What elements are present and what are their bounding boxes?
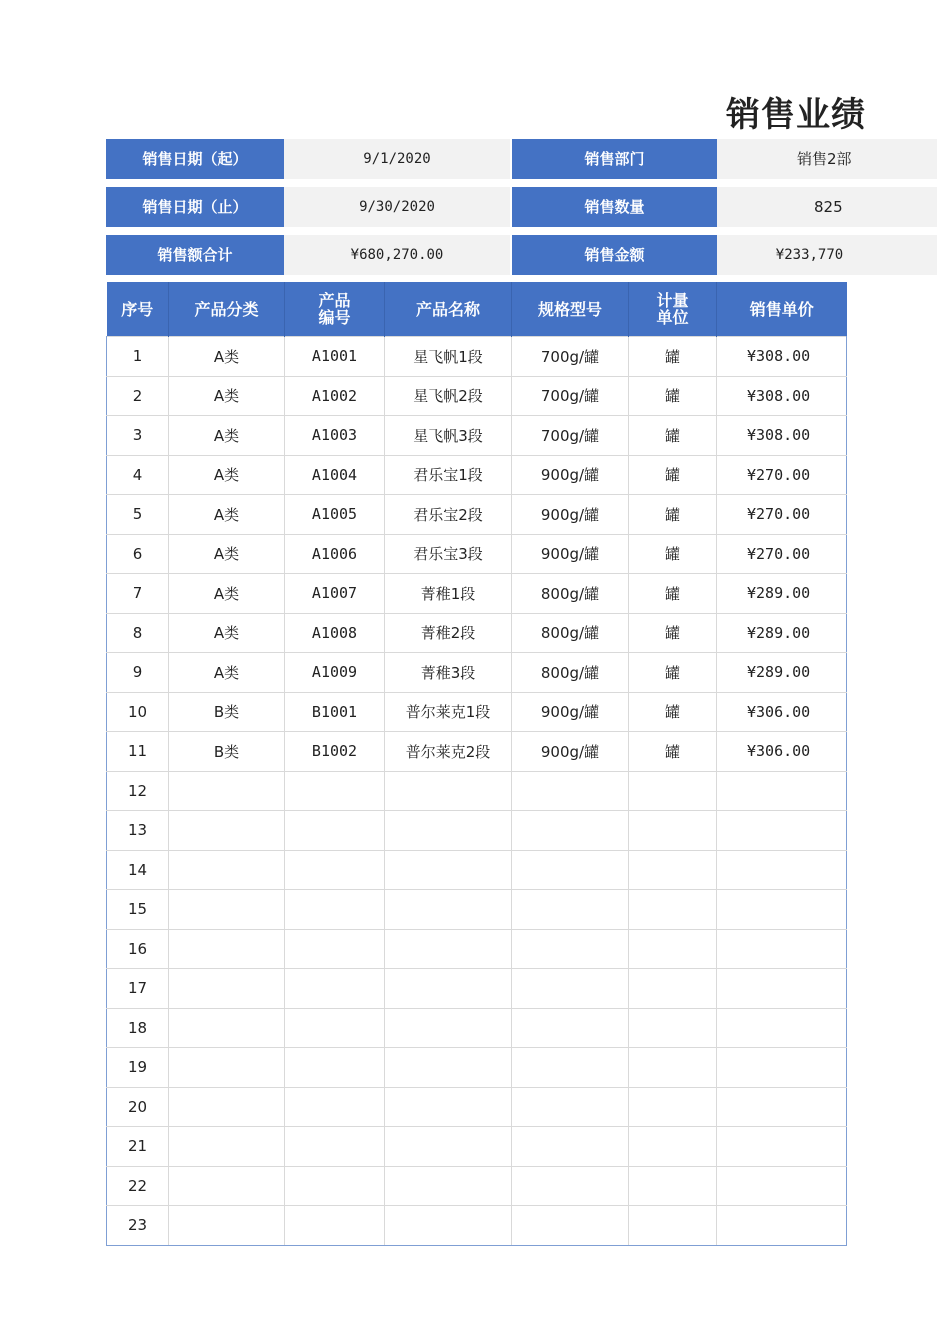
cell-product-name[interactable]: 菁稚3段 — [385, 653, 512, 693]
cell-code[interactable] — [285, 890, 385, 930]
cell-spec[interactable] — [512, 969, 629, 1009]
cell-spec[interactable] — [512, 1048, 629, 1088]
cell-price[interactable] — [717, 1087, 847, 1127]
cell-unit[interactable] — [629, 1166, 717, 1206]
cell-price[interactable] — [717, 1166, 847, 1206]
cell-category[interactable] — [169, 850, 285, 890]
cell-unit[interactable] — [629, 1127, 717, 1167]
cell-category[interactable]: A类 — [169, 337, 285, 377]
table-row — [107, 1127, 847, 1167]
cell-spec[interactable]: 900g/罐 — [512, 534, 629, 574]
table-row — [107, 1048, 847, 1088]
cell-category[interactable]: A类 — [169, 653, 285, 693]
cell-code[interactable] — [285, 1166, 385, 1206]
cell-code[interactable]: A1003 — [285, 416, 385, 456]
header-code[interactable] — [285, 282, 385, 337]
header-category[interactable]: 产品分类 — [169, 282, 285, 337]
cell-seq[interactable]: 2 — [107, 376, 169, 416]
cell-product-name[interactable]: 星飞帆2段 — [385, 376, 512, 416]
table-row — [107, 1087, 847, 1127]
cell-product-name[interactable]: 星飞帆3段 — [385, 416, 512, 456]
cell-spec[interactable] — [512, 1166, 629, 1206]
cell-unit[interactable]: 罐 — [629, 495, 717, 535]
header-code-line1: 产品 — [318, 291, 351, 310]
total-sales-label: 销售额合计 — [106, 235, 284, 275]
cell-product-name[interactable] — [385, 1206, 512, 1246]
cell-seq[interactable]: 7 — [107, 574, 169, 614]
cell-product-name[interactable]: 普尔莱克2段 — [385, 732, 512, 772]
table-row — [107, 692, 847, 732]
header-price[interactable]: 销售单价 — [717, 282, 847, 337]
cell-category[interactable]: A类 — [169, 455, 285, 495]
table-row — [107, 455, 847, 495]
cell-category[interactable]: A类 — [169, 613, 285, 653]
department-value: 销售2部 — [797, 150, 852, 168]
cell-seq[interactable]: 5 — [107, 495, 169, 535]
cell-product-name[interactable] — [385, 969, 512, 1009]
department-value-cell[interactable] — [717, 139, 937, 179]
cell-price[interactable] — [717, 969, 847, 1009]
cell-seq[interactable]: 23 — [107, 1206, 169, 1246]
cell-unit[interactable] — [629, 1048, 717, 1088]
cell-unit[interactable]: 罐 — [629, 455, 717, 495]
cell-seq[interactable]: 19 — [107, 1048, 169, 1088]
cell-seq[interactable]: 3 — [107, 416, 169, 456]
cell-code[interactable]: A1002 — [285, 376, 385, 416]
cell-code[interactable] — [285, 811, 385, 851]
cell-product-name[interactable] — [385, 1048, 512, 1088]
cell-price[interactable]: ¥306.00 — [717, 732, 847, 772]
sales-amount-label: 销售金额 — [512, 235, 717, 275]
cell-spec[interactable]: 800g/罐 — [512, 574, 629, 614]
cell-product-name[interactable]: 菁稚2段 — [385, 613, 512, 653]
header-name[interactable]: 产品名称 — [385, 282, 512, 337]
cell-spec[interactable]: 900g/罐 — [512, 495, 629, 535]
cell-price[interactable] — [717, 811, 847, 851]
cell-price[interactable] — [717, 850, 847, 890]
cell-category[interactable] — [169, 1206, 285, 1246]
cell-product-name[interactable] — [385, 771, 512, 811]
cell-seq[interactable]: 14 — [107, 850, 169, 890]
cell-price[interactable]: ¥308.00 — [717, 376, 847, 416]
cell-code[interactable]: A1007 — [285, 574, 385, 614]
cell-product-name[interactable] — [385, 811, 512, 851]
cell-price[interactable]: ¥289.00 — [717, 574, 847, 614]
cell-product-name[interactable]: 君乐宝3段 — [385, 534, 512, 574]
cell-spec[interactable]: 800g/罐 — [512, 653, 629, 693]
page-title: 销售业绩 — [726, 95, 866, 135]
cell-category[interactable]: B类 — [169, 692, 285, 732]
cell-category[interactable] — [169, 1048, 285, 1088]
cell-price[interactable]: ¥289.00 — [717, 613, 847, 653]
cell-spec[interactable]: 700g/罐 — [512, 416, 629, 456]
table-row — [107, 376, 847, 416]
table-row — [107, 534, 847, 574]
cell-price[interactable] — [717, 890, 847, 930]
cell-unit[interactable]: 罐 — [629, 416, 717, 456]
table-row — [107, 613, 847, 653]
table-row — [107, 1008, 847, 1048]
cell-seq[interactable]: 12 — [107, 771, 169, 811]
cell-spec[interactable]: 900g/罐 — [512, 732, 629, 772]
sales-amount-value-cell[interactable] — [717, 235, 937, 275]
header-seq[interactable]: 序号 — [107, 282, 169, 337]
cell-spec[interactable]: 900g/罐 — [512, 455, 629, 495]
quantity-label: 销售数量 — [512, 187, 717, 227]
cell-price[interactable] — [717, 1048, 847, 1088]
cell-spec[interactable]: 700g/罐 — [512, 337, 629, 377]
cell-product-name[interactable] — [385, 890, 512, 930]
cell-code[interactable] — [285, 1008, 385, 1048]
header-code-line2: 编号 — [318, 308, 351, 327]
cell-spec[interactable] — [512, 1206, 629, 1246]
cell-category[interactable] — [169, 811, 285, 851]
cell-product-name[interactable]: 君乐宝2段 — [385, 495, 512, 535]
cell-spec[interactable]: 700g/罐 — [512, 376, 629, 416]
start-date-value[interactable]: 9/1/2020 — [284, 139, 510, 179]
cell-code[interactable]: B1001 — [285, 692, 385, 732]
cell-seq[interactable]: 13 — [107, 811, 169, 851]
cell-code[interactable] — [285, 1206, 385, 1246]
cell-seq[interactable]: 8 — [107, 613, 169, 653]
cell-seq[interactable]: 4 — [107, 455, 169, 495]
cell-product-name[interactable]: 君乐宝1段 — [385, 455, 512, 495]
header-unit-line2: 单位 — [656, 308, 689, 327]
cell-code[interactable] — [285, 1087, 385, 1127]
cell-unit[interactable]: 罐 — [629, 534, 717, 574]
cell-category[interactable] — [169, 969, 285, 1009]
cell-unit[interactable] — [629, 850, 717, 890]
cell-category[interactable] — [169, 1166, 285, 1206]
table-row — [107, 574, 847, 614]
cell-unit[interactable]: 罐 — [629, 732, 717, 772]
cell-code[interactable] — [285, 929, 385, 969]
cell-seq[interactable]: 9 — [107, 653, 169, 693]
cell-code[interactable] — [285, 850, 385, 890]
cell-price[interactable] — [717, 1127, 847, 1167]
cell-seq[interactable]: 11 — [107, 732, 169, 772]
cell-product-name[interactable] — [385, 1008, 512, 1048]
cell-seq[interactable]: 20 — [107, 1087, 169, 1127]
cell-code[interactable]: A1001 — [285, 337, 385, 377]
cell-category[interactable] — [169, 890, 285, 930]
table-row — [107, 850, 847, 890]
cell-price[interactable] — [717, 771, 847, 811]
cell-price[interactable] — [717, 1008, 847, 1048]
header-unit-line1: 计量 — [656, 291, 689, 310]
cell-price[interactable]: ¥306.00 — [717, 692, 847, 732]
cell-category[interactable] — [169, 771, 285, 811]
cell-category[interactable] — [169, 1087, 285, 1127]
table-header-row — [107, 282, 847, 337]
cell-category[interactable]: A类 — [169, 416, 285, 456]
quantity-value: 825 — [814, 198, 843, 216]
cell-code[interactable]: A1009 — [285, 653, 385, 693]
table-row — [107, 929, 847, 969]
cell-product-name[interactable]: 菁稚1段 — [385, 574, 512, 614]
header-unit[interactable] — [629, 282, 717, 337]
cell-price[interactable]: ¥289.00 — [717, 653, 847, 693]
product-table — [106, 282, 847, 1246]
cell-price[interactable]: ¥308.00 — [717, 337, 847, 377]
table-row — [107, 337, 847, 377]
cell-product-name[interactable] — [385, 1166, 512, 1206]
cell-spec[interactable] — [512, 811, 629, 851]
table-row — [107, 811, 847, 851]
table-row — [107, 969, 847, 1009]
cell-price[interactable]: ¥270.00 — [717, 455, 847, 495]
cell-seq[interactable]: 6 — [107, 534, 169, 574]
cell-seq[interactable]: 16 — [107, 929, 169, 969]
cell-unit[interactable]: 罐 — [629, 692, 717, 732]
cell-product-name[interactable] — [385, 850, 512, 890]
cell-category[interactable]: A类 — [169, 534, 285, 574]
table-row — [107, 416, 847, 456]
cell-category[interactable] — [169, 1127, 285, 1167]
cell-spec[interactable]: 800g/罐 — [512, 613, 629, 653]
cell-code[interactable] — [285, 969, 385, 1009]
cell-seq[interactable]: 10 — [107, 692, 169, 732]
start-date-label: 销售日期（起） — [106, 139, 284, 179]
cell-spec[interactable] — [512, 890, 629, 930]
cell-spec[interactable] — [512, 1008, 629, 1048]
cell-unit[interactable] — [629, 1087, 717, 1127]
cell-price[interactable]: ¥308.00 — [717, 416, 847, 456]
cell-category[interactable] — [169, 929, 285, 969]
total-sales-value[interactable]: ¥680,270.00 — [284, 235, 510, 275]
cell-seq[interactable]: 18 — [107, 1008, 169, 1048]
cell-unit[interactable]: 罐 — [629, 574, 717, 614]
end-date-value[interactable]: 9/30/2020 — [284, 187, 510, 227]
cell-unit[interactable]: 罐 — [629, 653, 717, 693]
cell-seq[interactable]: 1 — [107, 337, 169, 377]
table-row — [107, 495, 847, 535]
cell-code[interactable]: A1005 — [285, 495, 385, 535]
cell-unit[interactable] — [629, 771, 717, 811]
cell-unit[interactable] — [629, 1206, 717, 1246]
cell-code[interactable]: A1006 — [285, 534, 385, 574]
cell-seq[interactable]: 21 — [107, 1127, 169, 1167]
cell-price[interactable] — [717, 1206, 847, 1246]
cell-category[interactable]: B类 — [169, 732, 285, 772]
cell-product-name[interactable] — [385, 929, 512, 969]
cell-unit[interactable] — [629, 890, 717, 930]
cell-code[interactable]: B1002 — [285, 732, 385, 772]
cell-product-name[interactable]: 星飞帆1段 — [385, 337, 512, 377]
table-row — [107, 653, 847, 693]
cell-unit[interactable] — [629, 1008, 717, 1048]
cell-product-name[interactable] — [385, 1087, 512, 1127]
cell-category[interactable]: A类 — [169, 574, 285, 614]
cell-unit[interactable]: 罐 — [629, 376, 717, 416]
cell-seq[interactable]: 17 — [107, 969, 169, 1009]
cell-product-name[interactable] — [385, 1127, 512, 1167]
quantity-value-cell[interactable] — [717, 187, 937, 227]
cell-spec[interactable] — [512, 1087, 629, 1127]
cell-unit[interactable] — [629, 969, 717, 1009]
cell-price[interactable] — [717, 929, 847, 969]
cell-category[interactable]: A类 — [169, 376, 285, 416]
cell-code[interactable]: A1008 — [285, 613, 385, 653]
sales-amount-value: ¥233,770 — [775, 247, 844, 263]
table-body — [107, 337, 847, 1246]
cell-spec[interactable] — [512, 771, 629, 811]
cell-spec[interactable] — [512, 1127, 629, 1167]
cell-unit[interactable]: 罐 — [629, 613, 717, 653]
cell-code[interactable] — [285, 771, 385, 811]
end-date-label: 销售日期（止） — [106, 187, 284, 227]
cell-code[interactable] — [285, 1048, 385, 1088]
cell-unit[interactable] — [629, 811, 717, 851]
cell-seq[interactable]: 22 — [107, 1166, 169, 1206]
table-row — [107, 771, 847, 811]
table-row — [107, 1166, 847, 1206]
cell-unit[interactable] — [629, 929, 717, 969]
cell-seq[interactable]: 15 — [107, 890, 169, 930]
cell-product-name[interactable]: 普尔莱克1段 — [385, 692, 512, 732]
cell-code[interactable] — [285, 1127, 385, 1167]
table-row — [107, 890, 847, 930]
cell-category[interactable]: A类 — [169, 495, 285, 535]
cell-spec[interactable]: 900g/罐 — [512, 692, 629, 732]
cell-spec[interactable] — [512, 850, 629, 890]
cell-unit[interactable]: 罐 — [629, 337, 717, 377]
cell-category[interactable] — [169, 1008, 285, 1048]
table-row — [107, 1206, 847, 1246]
cell-price[interactable]: ¥270.00 — [717, 534, 847, 574]
cell-code[interactable]: A1004 — [285, 455, 385, 495]
department-label: 销售部门 — [512, 139, 717, 179]
cell-price[interactable]: ¥270.00 — [717, 495, 847, 535]
header-spec[interactable]: 规格型号 — [512, 282, 629, 337]
cell-spec[interactable] — [512, 929, 629, 969]
table-row — [107, 732, 847, 772]
